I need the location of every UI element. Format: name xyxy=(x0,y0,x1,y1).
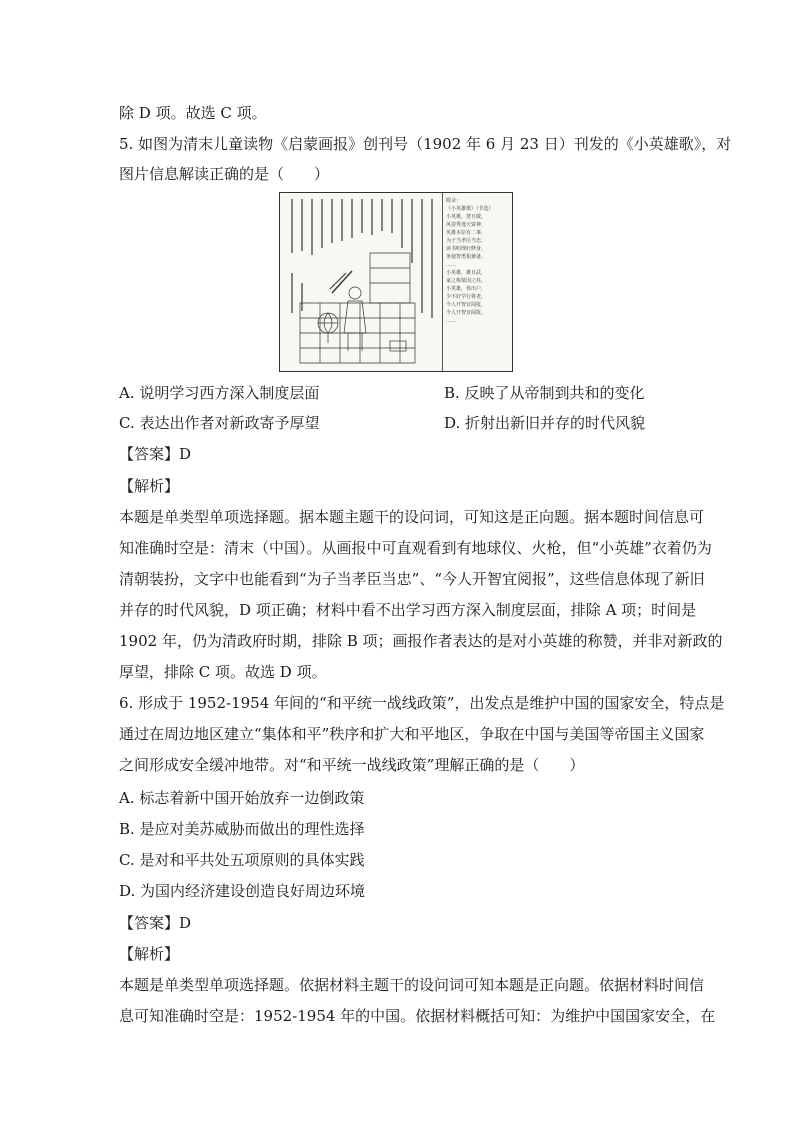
appendix-line: 小英雄，休出户， xyxy=(446,286,487,292)
q6-option-b: B. 是应对美苏威胁而做出的理性选择 xyxy=(119,820,365,838)
woodcut-image xyxy=(280,193,443,371)
appendix-line: 今人开智宜阅报， xyxy=(446,302,487,308)
appendix-line: 少不好学行将老， xyxy=(446,294,487,300)
appendix-title: 附录： xyxy=(446,198,462,204)
q5-option-a: A. 说明学习西方深入制度层面 xyxy=(119,384,320,402)
question-5-stem-cont: 图片信息解读正确的是（ ） xyxy=(119,165,330,183)
appendix-text xyxy=(446,197,508,367)
q5-option-d: D. 折射出新旧并存的时代风貌 xyxy=(444,414,646,432)
q5-analysis-text: 1902 年，仍为清政府时期，排除 B 项；画报作者表达的是对小英雄的称赞，并非对新政的 xyxy=(119,632,723,650)
q5-option-c: C. 表达出作者对新政寄予厚望 xyxy=(119,414,320,432)
q6-option-d: D. 为国内经济建设创造良好周边环境 xyxy=(119,882,366,900)
q6-option-a: A. 标志着新中国开始放弃一边倒政策 xyxy=(119,789,365,807)
q6-analysis-heading: 【解析】 xyxy=(119,945,180,963)
q6-option-c: C. 是对和平共处五项原则的具体实践 xyxy=(119,851,365,869)
appendix-line: …… xyxy=(446,318,456,324)
appendix-line: 小英雄，雄且武， xyxy=(446,270,487,276)
text-line: 除 D 项。故选 C 项。 xyxy=(119,104,267,122)
question-5-stem: 5. 如图为清末儿童读物《启蒙画报》创刊号（1902 年 6 月 23 日）刊发的《小英雄歌》，对 xyxy=(119,135,732,153)
q5-analysis-text: 清朝装扮，文字中也能看到“为子当孝臣当忠”、“今人开智宜阅报”，这些信息体现了新旧 xyxy=(119,570,705,588)
q5-answer: 【答案】D xyxy=(119,445,192,463)
question-6-stem-cont: 之间形成安全缓冲地带。对“和平统一战线政策”理解正确的是（ ） xyxy=(119,756,585,774)
question-6-stem: 6. 形成于 1952-1954 年间的“和平统一战线政策”，出发点是维护中国的国家安全，特点是 xyxy=(119,694,725,712)
q5-analysis-text: 知准确时空是：清末（中国）。从画报中可直观看到有地球仪、火枪，但“小英雄”衣着仍为 xyxy=(119,539,712,557)
appendix-line: 《小英雄歌》（节选） xyxy=(446,206,494,212)
xiao-yingxiong-ge-illustration xyxy=(279,192,513,372)
appendix-line: 英雄本原有二事， xyxy=(446,230,487,236)
q5-analysis-heading: 【解析】 xyxy=(119,477,180,495)
q5-analysis-text: 并存的时代风貌，D 项正确；材料中看不出学习西方深入制度层面，排除 A 项；时间是 xyxy=(119,601,697,619)
q6-analysis-text: 本题是单类型单项选择题。依据材料主题干的设问词可知本题是正向题。依据材料时间信 xyxy=(119,976,705,994)
appendix-line: 读书明理好修身， xyxy=(446,246,487,252)
appendix-line: 务使智勇相兼备。 xyxy=(446,254,487,260)
q6-answer: 【答案】D xyxy=(119,914,192,932)
q5-analysis-text: 厚望，排除 C 项。故选 D 项。 xyxy=(119,663,327,681)
appendix-line: 今人开智宜阅报。 xyxy=(446,310,487,316)
q5-option-b: B. 反映了从帝制到共和的变化 xyxy=(444,384,645,402)
appendix-line: 为子当孝臣当忠， xyxy=(446,238,487,244)
appendix-line: 小英雄，慧且敏， xyxy=(446,214,487,220)
appendix-line: …… xyxy=(446,262,456,268)
q5-analysis-text: 本题是单类型单项选择题。据本题主题干的设问词，可知这是正向题。据本题时间信息可 xyxy=(119,508,705,526)
question-6-stem-cont: 通过在周边地区建立“集体和平”秩序和扩大和平地区，争取在中国与美国等帝国主义国家 xyxy=(119,725,705,743)
appendix-line: 风姿秀逸天资神， xyxy=(446,222,487,228)
q6-analysis-text: 息可知准确时空是：1952-1954 年的中国。依据材料概括可知：为维护中国国家安全，在 xyxy=(119,1007,716,1025)
appendix-line: 家之栋梁国之柱， xyxy=(446,278,487,284)
